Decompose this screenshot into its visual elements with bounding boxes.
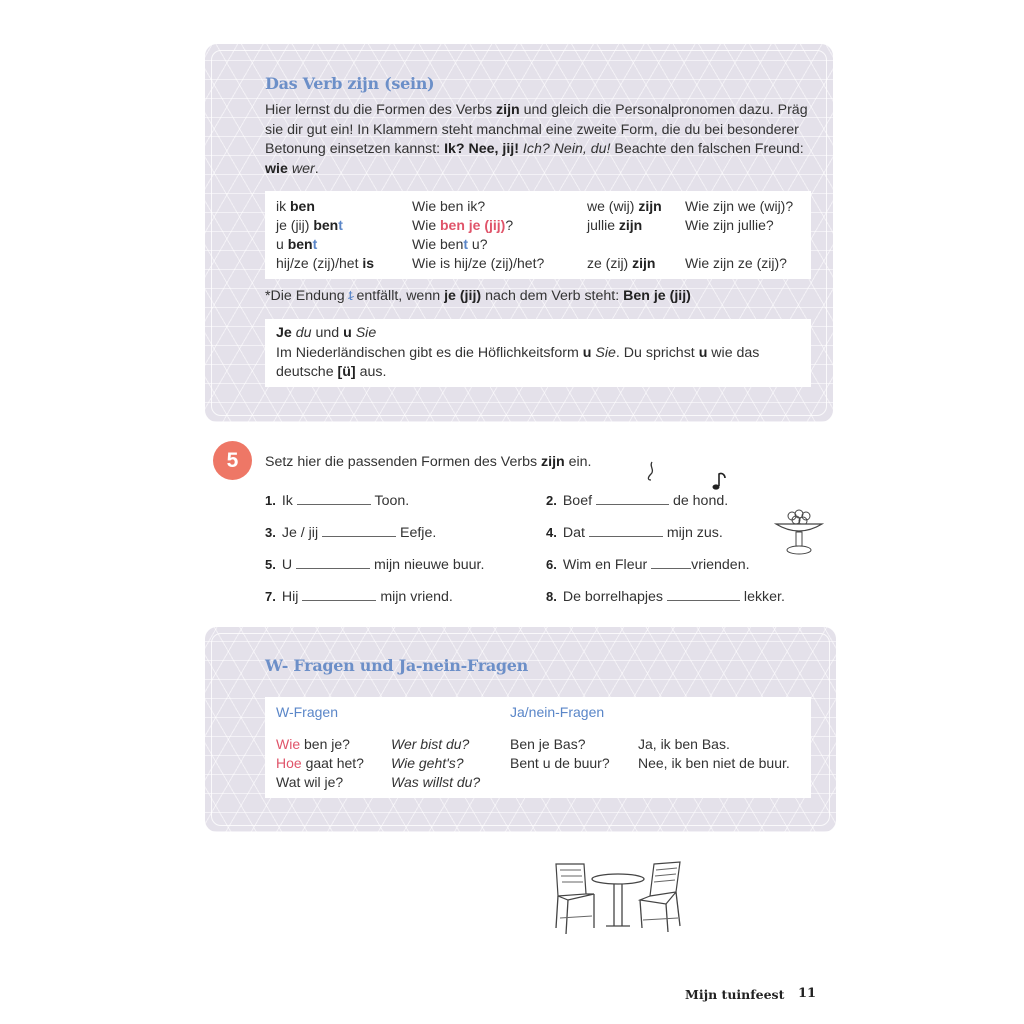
footer-chapter-title: Mijn tuinfeest: [685, 987, 785, 1002]
ending-note: *Die Endung t entfällt, wenn je (jij) nach dem Verb steht: Ben je (jij): [265, 287, 691, 307]
politeness-box: [265, 319, 811, 387]
garden-furniture-icon: [550, 858, 690, 938]
answer-blank[interactable]: [651, 556, 691, 569]
conj-cell: ik ben: [276, 198, 315, 214]
answer-blank[interactable]: [667, 588, 740, 601]
jn-answer: Nee, ik ben niet de buur.: [638, 755, 790, 771]
conj-cell: u bent: [276, 236, 318, 252]
exercise-item-4: 4. Dat mijn zus.: [546, 525, 723, 541]
w-question: Wat wil je?: [276, 774, 344, 790]
conj-cell: we (wij) zijn: [587, 198, 662, 214]
w-question-translation: Was willst du?: [391, 774, 481, 790]
exercise-instruction: Setz hier die passenden Formen des Verbs zijn ein.: [265, 454, 592, 470]
exercise-item-7: 7. Hij mijn vriend.: [265, 589, 453, 605]
fruit-bowl-icon: [772, 506, 826, 558]
answer-blank[interactable]: [322, 524, 396, 537]
w-question: Hoe gaat het?: [276, 755, 364, 771]
conj-cell: ze (zij) zijn: [587, 255, 656, 271]
grammar-box-title: Das Verb zijn (sein): [265, 74, 435, 93]
col-header-w-fragen: W-Fragen: [276, 704, 338, 720]
conj-cell: hij/ze (zij)/het is: [276, 255, 375, 271]
exercise-item-2: 2. Boef de hond.: [546, 493, 729, 509]
jn-question: Bent u de buur?: [510, 755, 610, 771]
w-question-translation: Wer bist du?: [391, 736, 470, 752]
jn-answer: Ja, ik ben Bas.: [638, 736, 730, 752]
conj-cell: Wie ben ik?: [412, 198, 486, 214]
grammar-intro: Hier lernst du die Formen des Verbs zijn und gleich die Personalpronomen dazu. Präg sie dir gut ein! In Klammern steht manchmal eine zweite Form, die du bei besonderer Betonung einsetzen kannst: Ik? Nee, jij! Ich? Nein, du! Beachte den falschen Freund: wie wer.: [265, 102, 808, 177]
exercise-item-5: 5. U mijn nieuwe buur.: [265, 557, 485, 573]
conj-cell: je (jij) bent: [276, 217, 343, 233]
conj-cell: Wie zijn ze (zij)?: [685, 255, 787, 271]
w-question: Wie ben je?: [276, 736, 350, 752]
music-notes-icon: [643, 458, 733, 494]
conj-cell: Wie bent u?: [412, 236, 488, 252]
questions-table: [265, 697, 811, 798]
page-number: 11: [798, 986, 817, 1001]
answer-blank[interactable]: [302, 588, 376, 601]
jn-question: Ben je Bas?: [510, 736, 586, 752]
exercise-number-badge: 5: [213, 441, 252, 480]
conj-cell: Wie zijn we (wij)?: [685, 198, 794, 214]
w-question-translation: Wie geht's?: [391, 755, 464, 771]
questions-box-title: W- Fragen und Ja-nein-Fragen: [265, 656, 528, 675]
answer-blank[interactable]: [297, 492, 371, 505]
struck-ending: t: [349, 287, 353, 307]
answer-blank[interactable]: [589, 524, 663, 537]
answer-blank[interactable]: [296, 556, 370, 569]
exercise-item-3: 3. Je / jij Eefje.: [265, 525, 437, 541]
politeness-text: Je du und u Sie Im Niederländischen gibt es die Höflichkeitsform u Sie. Du sprichst u wie das deutsche [ü] aus.: [276, 325, 760, 380]
exercise-item-1: 1. Ik Toon.: [265, 493, 410, 509]
conjugation-table: [265, 191, 811, 279]
conj-cell: Wie is hij/ze (zij)/het?: [412, 255, 545, 271]
answer-blank[interactable]: [596, 492, 669, 505]
conj-cell: jullie zijn: [587, 217, 643, 233]
conj-cell: Wie ben je (jij)?: [412, 217, 514, 233]
exercise-item-8: 8. De borrelhapjes lekker.: [546, 589, 785, 605]
exercise-item-6: 6. Wim en Fleur vrienden.: [546, 557, 750, 573]
col-header-ja-nein: Ja/nein-Fragen: [510, 704, 605, 720]
conj-cell: Wie zijn jullie?: [685, 217, 774, 233]
